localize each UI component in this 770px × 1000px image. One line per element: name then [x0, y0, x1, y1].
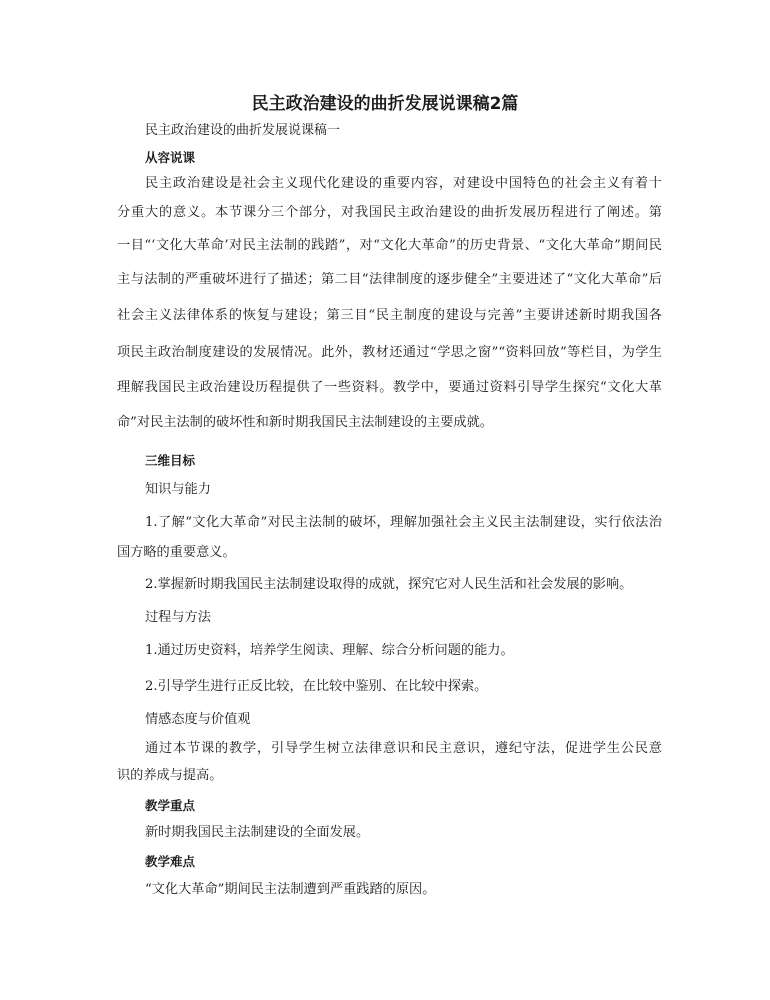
process-item-1: 1.通过历史资料，培养学生阅读、理解、综合分析问题的能力。: [145, 643, 514, 658]
subheading-knowledge: 知识与能力: [145, 482, 211, 497]
section-heading-content: 从容说课: [145, 150, 196, 165]
emotion-text-continued: 识的养成与提高。: [117, 768, 223, 783]
section-heading-key: 教学重点: [145, 798, 196, 813]
knowledge-item-1-continued: 国方略的重要意义。: [117, 545, 236, 560]
paragraph-line: 项民主政治制度建设的发展情况。此外，教材还通过“学思之窗”“资料回放”等栏目，为学生: [117, 345, 662, 360]
paragraph-line: 理解我国民主政治建设历程提供了一些资料。教学中，要通过资料引导学生探究“文化大革: [117, 380, 662, 395]
knowledge-item-1: 1.了解“文化大革命”对民主法制的破坏，理解加强社会主义民主法制建设，实行依法治: [145, 515, 662, 530]
paragraph-line: 主与法制的严重破坏进行了描述；第二目“法律制度的逐步健全”主要进述了“文化大革命”后: [117, 272, 662, 287]
process-item-2: 2.引导学生进行正反比较，在比较中鉴别、在比较中探索。: [145, 679, 488, 694]
paragraph-line: 一目“‘文化大革命’对民主法制的践踏”，对“文化大革命”的历史背景、“文化大革命”期间民: [117, 238, 662, 253]
paragraph-line: 命”对民主法制的破坏性和新时期我国民主法制建设的主要成就。: [117, 415, 493, 430]
knowledge-item-2: 2.掌握新时期我国民主法制建设取得的成就，探究它对人民生活和社会发展的影响。: [145, 577, 633, 592]
difficulty-text: “文化大革命”期间民主法制遭到严重践踏的原因。: [145, 882, 436, 897]
paragraph-line: 分重大的意义。本节课分三个部分，对我国民主政治建设的曲折发展历程进行了阐述。第: [117, 205, 662, 220]
key-point-text: 新时期我国民主法制建设的全面发展。: [145, 825, 370, 840]
section-heading-difficulty: 教学难点: [145, 854, 196, 869]
section-heading-goals: 三维目标: [145, 453, 196, 468]
paragraph-line: 民主政治建设是社会主义现代化建设的重要内容，对建设中国特色的社会主义有着十: [145, 176, 662, 191]
document-title: 民主政治建设的曲折发展说课稿2篇: [251, 94, 519, 114]
document-subtitle: 民主政治建设的曲折发展说课稿一: [145, 123, 341, 138]
paragraph-line: 社会主义法律体系的恢复与建设；第三目“民主制度的建设与完善”主要讲述新时期我国各: [117, 308, 662, 323]
subheading-process: 过程与方法: [145, 610, 211, 625]
subheading-emotion: 情感态度与价值观: [145, 712, 251, 727]
emotion-text: 通过本节课的教学，引导学生树立法律意识和民主意识，遵纪守法，促进学生公民意: [145, 741, 662, 756]
